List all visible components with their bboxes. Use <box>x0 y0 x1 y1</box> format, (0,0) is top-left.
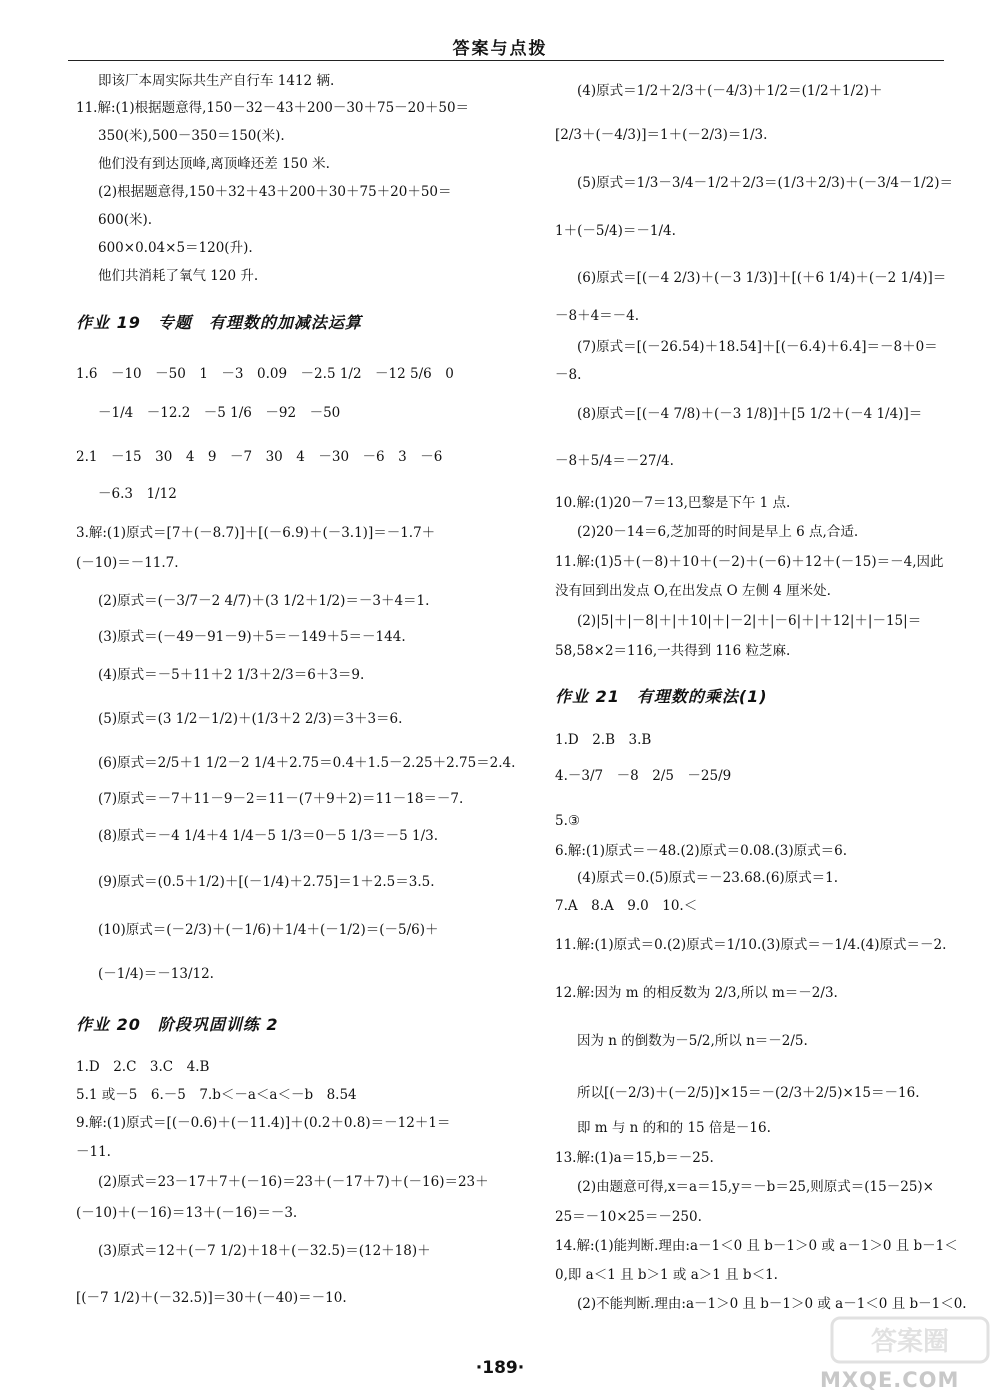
text-line: 600(米). <box>98 212 153 228</box>
text-line: (4)原式＝－5＋11＋2 1/3＋2/3＝6＋3＝9. <box>98 667 365 683</box>
text-line: (8)原式＝－4 1/4＋4 1/4－5 1/3＝0－5 1/3＝－5 1/3. <box>98 828 439 844</box>
text-line: 0,即 a＜1 且 b＞1 或 a＞1 且 b＜1. <box>555 1267 778 1283</box>
text-line: (10)原式＝(－2/3)＋(－1/6)＋1/4＋(－1/2)＝(－5/6)＋ <box>98 922 439 938</box>
text-line: 1＋(－5/4)＝－1/4. <box>555 223 676 239</box>
text-line: (4)原式＝0.(5)原式＝－23.68.(6)原式＝1. <box>577 870 839 886</box>
text-line: (9)原式＝(0.5＋1/2)＋[(－1/4)＋2.75]＝1＋2.5＝3.5. <box>98 874 435 890</box>
text-line: 5.③ <box>555 813 580 829</box>
text-line: 13.解:(1)a＝15,b＝－25. <box>555 1150 714 1166</box>
text-line: －8＋5/4＝－27/4. <box>555 453 674 469</box>
text-line: (－10)＋(－16)＝13＋(－16)＝－3. <box>76 1205 298 1221</box>
text-line: (7)原式＝[(－26.54)＋18.54]＋[(－6.4)＋6.4]＝－8＋0＝ <box>577 339 938 355</box>
text-line: (6)原式＝[(－4 2/3)＋(－3 1/3)]＋[(＋6 1/4)＋(－2 1/4)]＝ <box>577 270 947 286</box>
section-heading: 作业 20 阶段巩固训练 2 <box>76 1015 279 1034</box>
text-line: 因为 n 的倒数为－5/2,所以 n＝－2/5. <box>577 1033 808 1049</box>
text-line: (8)原式＝[(－4 7/8)＋(－3 1/8)]＋[5 1/2＋(－4 1/4)]＝ <box>577 406 923 422</box>
text-line: 11.解:(1)根据题意得,150－32－43＋200－30＋75－20＋50＝ <box>76 100 470 116</box>
text-line: 4.－3/7 －8 2/5 －25/9 <box>555 768 732 784</box>
section-heading: 作业 19 专题 有理数的加减法运算 <box>76 313 362 332</box>
header-divider <box>68 60 944 61</box>
text-line: 3.解:(1)原式＝[7＋(－8.7)]＋[(－6.9)＋(－3.1)]＝－1.7＋ <box>76 525 436 541</box>
text-line: －1/4 －12.2 －5 1/6 －92 －50 <box>98 405 341 421</box>
text-line: [2/3＋(－4/3)]＝1＋(－2/3)＝1/3. <box>555 127 768 143</box>
text-line: 6.解:(1)原式＝－48.(2)原式＝0.08.(3)原式＝6. <box>555 843 847 859</box>
text-line: 所以[(－2/3)＋(－2/5)]×15＝－(2/3＋2/5)×15＝－16. <box>577 1085 920 1101</box>
text-line: (3)原式＝(－49－91－9)＋5＝－149＋5＝－144. <box>98 629 406 645</box>
text-line: 7.A 8.A 9.0 10.＜ <box>555 898 698 914</box>
text-line: 10.解:(1)20－7＝13,巴黎是下午 1 点. <box>555 495 791 511</box>
text-line: (5)原式＝(3 1/2－1/2)＋(1/3＋2 2/3)＝3＋3＝6. <box>98 711 403 727</box>
page-header-title: 答案与点拨 <box>452 39 548 59</box>
text-line: 12.解:因为 m 的相反数为 2/3,所以 m＝－2/3. <box>555 985 838 1001</box>
text-line: (2)根据题意得,150＋32＋43＋200＋30＋75＋20＋50＝ <box>98 184 452 200</box>
text-line: (3)原式＝12＋(－7 1/2)＋18＋(－32.5)＝(12＋18)＋ <box>98 1243 431 1259</box>
text-line: 11.解:(1)原式＝0.(2)原式＝1/10.(3)原式＝－1/4.(4)原式＝－2. <box>555 937 947 953</box>
text-line: 350(米),500－350＝150(米). <box>98 128 285 144</box>
text-line: 他们共消耗了氧气 120 升. <box>98 268 259 284</box>
text-line: 1.D 2.B 3.B <box>555 732 652 748</box>
text-line: 58,58×2＝116,一共得到 116 粒芝麻. <box>555 643 791 659</box>
text-line: (2)|5|＋|－8|＋|＋10|＋|－2|＋|－6|＋|＋12|＋|－15|＝ <box>577 613 922 629</box>
text-line: －8＋4＝－4. <box>555 308 640 324</box>
text-line: －8. <box>555 367 582 383</box>
text-line: －6.3 1/12 <box>98 486 177 502</box>
text-line: (－10)＝－11.7. <box>76 555 179 571</box>
text-line: (7)原式＝－7＋11－9－2＝11－(7＋9＋2)＝11－18＝－7. <box>98 791 464 807</box>
watermark-logo <box>830 1316 990 1364</box>
text-line: 即该厂本周实际共生产自行车 1412 辆. <box>98 73 335 89</box>
text-line: [(－7 1/2)＋(－32.5)]＝30＋(－40)＝－10. <box>76 1290 347 1306</box>
text-line: (5)原式＝1/3－3/4－1/2＋2/3＝(1/3＋2/3)＋(－3/4－1/2)＝ <box>577 175 954 191</box>
text-line: (2)由题意可得,x＝a＝15,y＝－b＝25,则原式＝(15－25)× <box>577 1179 934 1195</box>
text-line: 600×0.04×5＝120(升). <box>98 240 253 256</box>
text-line: (4)原式＝1/2＋2/3＋(－4/3)＋1/2＝(1/2＋1/2)＋ <box>577 83 883 99</box>
svg-text:答案圈: 答案圈 <box>870 1327 950 1357</box>
text-line: 即 m 与 n 的和的 15 倍是－16. <box>577 1120 771 1136</box>
text-line: 2.1 －15 30 4 9 －7 30 4 －30 －6 3 －6 <box>76 449 443 465</box>
text-line: 1.D 2.C 3.C 4.B <box>76 1059 210 1075</box>
text-line: (2)原式＝23－17＋7＋(－16)＝23＋(－17＋7)＋(－16)＝23＋ <box>98 1174 489 1190</box>
text-line: (2)不能判断.理由:a－1＞0 且 b－1＞0 或 a－1＜0 且 b－1＜0. <box>577 1296 967 1312</box>
text-line: 没有回到出发点 O,在出发点 O 左侧 4 厘米处. <box>555 583 831 599</box>
text-line: (2)原式＝(－3/7－2 4/7)＋(3 1/2＋1/2)＝－3＋4＝1. <box>98 593 430 609</box>
text-line: (6)原式＝2/5＋1 1/2－2 1/4＋2.75＝0.4＋1.5－2.25＋2.75＝2.4. <box>98 755 516 771</box>
page-number: ·189· <box>475 1358 525 1378</box>
section-heading: 作业 21 有理数的乘法(1) <box>555 687 768 706</box>
text-line: 他们没有到达顶峰,离顶峰还差 150 米. <box>98 156 330 172</box>
text-line: (2)20－14＝6,芝加哥的时间是早上 6 点,合适. <box>577 524 859 540</box>
text-line: 1.6 －10 －50 1 －3 0.09 －2.5 1/2 －12 5/6 0 <box>76 366 454 382</box>
text-line: 5.1 或－5 6.－5 7.b＜－a＜a＜－b 8.54 <box>76 1087 357 1103</box>
text-line: 14.解:(1)能判断.理由:a－1＜0 且 b－1＞0 或 a－1＞0 且 b－1＜ <box>555 1238 958 1254</box>
text-line: 9.解:(1)原式＝[(－0.6)＋(－11.4)]＋(0.2＋0.8)＝－12＋1＝ <box>76 1115 451 1131</box>
text-line: －11. <box>76 1144 111 1160</box>
watermark-text: MXQE.COM <box>820 1368 960 1392</box>
text-line: 25＝－10×25＝－250. <box>555 1209 702 1225</box>
text-line: 11.解:(1)5＋(－8)＋10＋(－2)＋(－6)＋12＋(－15)＝－4,因此 <box>555 554 944 570</box>
text-line: (－1/4)＝－13/12. <box>98 966 214 982</box>
